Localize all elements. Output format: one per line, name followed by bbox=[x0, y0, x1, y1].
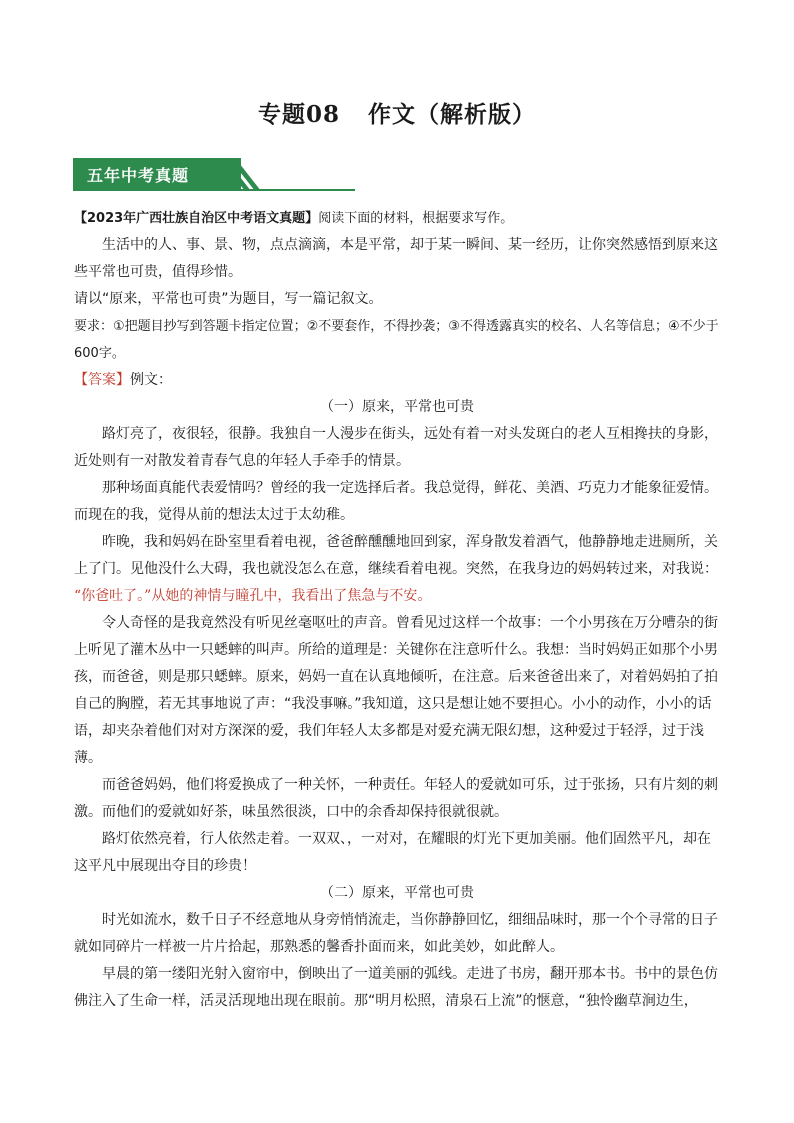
essay1-quote: “你爸吐了。”从她的神情与瞳孔中，我看出了焦急与不安。 bbox=[74, 588, 432, 604]
essay2-paragraph: 时光如流水，数千日子不经意地从身旁悄悄流走，当你静静回忆，细细品味时，那一个个寻常的日子就如同碎片一样被一片片拾起，那熟悉的馨香扑面而来，如此美妙，如此醉人。 bbox=[74, 912, 718, 955]
banner-label: 五年中考真题 bbox=[87, 166, 190, 185]
essay1-paragraph: 那种场面真能代表爱情吗？曾经的我一定选择后者。我总觉得，鲜花、美酒、巧克力才能象征爱情。而现在的我，觉得从前的想法太过于太幼稚。 bbox=[74, 480, 718, 523]
section-banner bbox=[73, 158, 355, 192]
title-part2: 作文（解析版） bbox=[368, 101, 536, 128]
question-prompt: 请以“原来，平常也可贵”为题目，写一篇记叙文。 bbox=[74, 291, 383, 307]
question-requirements: 要求：①把题目抄写到答题卡指定位置；②不要套作，不得抄袭；③不得透露真实的校名、人名等信息；④不少于600字。 bbox=[74, 319, 719, 361]
essay1-paragraph: 路灯依然亮着，行人依然走着。一双双、，一对对，在耀眼的灯光下更加美丽。他们固然平凡，却在这平凡中展现出夺目的珍贵！ bbox=[74, 831, 711, 874]
essay1-heading: （一）原来，平常也可贵 bbox=[320, 399, 474, 415]
question-instruction: 阅读下面的材料，根据要求写作。 bbox=[318, 211, 514, 226]
essay1-paragraph: 而爸爸妈妈，他们将爱换成了一种关怀，一种责任。年轻人的爱就如可乐，过于张扬，只有片刻的刺激。而他们的爱就如好茶，味虽然很淡，口中的余香却保持很就很就。 bbox=[74, 777, 718, 820]
page-title bbox=[0, 96, 794, 129]
question-source: 【2023年广西壮族自治区中考语文真题】 bbox=[74, 211, 319, 226]
question-source-line bbox=[74, 205, 720, 232]
essay2-heading: （二）原来，平常也可贵 bbox=[320, 885, 474, 901]
essay1-paragraph: 路灯亮了，夜很轻，很静。我独自一人漫步在街头，远处有着一对头发斑白的老人互相搀扶的身影，近处则有一对散发着青春气息的年轻人手牵手的情景。 bbox=[74, 426, 718, 469]
essay1-paragraph: 令人奇怪的是我竟然没有听见丝毫呕吐的声音。曾看见过这样一个故事：一个小男孩在万分嘈杂的街上听见了灌木丛中一只蟋蟀的叫声。所给的道理是：关键你在注意听什么。我想：当时妈妈正如那个小男孩，而爸爸，则是那只蟋蟀。原来，妈妈一直在认真地倾听，在注意。后来爸爸出来了，对着妈妈拍了拍自己的胸膛，若无其事地说了声：“我没事嘛。”我知道，这只是想让她不要担心。小小的动作，小小的话语，却夹杂着他们对对方深深的爱，我们年轻人太多都是对爱充满无限幻想，这种爱过于轻浮，过于浅薄。 bbox=[74, 615, 718, 766]
answer-label: 例文： bbox=[130, 372, 172, 388]
answer-line bbox=[74, 367, 720, 394]
question-block bbox=[74, 205, 720, 1015]
essay2-paragraph: 早晨的第一缕阳光射入窗帘中，倒映出了一道美丽的弧线。走进了书房，翻开那本书。书中的景色仿佛注入了生命一样，活灵活现地出现在眼前。那“明月松照，清泉石上流”的惬意，“独怜幽草涧边生， bbox=[74, 966, 718, 1009]
banner-underline bbox=[73, 189, 355, 191]
title-part1: 专题08 bbox=[257, 101, 340, 128]
question-material: 生活中的人、事、景、物，点点滴滴，本是平常，却于某一瞬间、某一经历，让你突然感悟到原来这些平常也可贵，值得珍惜。 bbox=[74, 237, 718, 280]
answer-tag: 【答案】 bbox=[74, 372, 130, 388]
essay1-paragraph: 昨晚，我和妈妈在卧室里看着电视，爸爸醉醺醺地回到家，浑身散发着酒气，他静静地走进厕所，关上了门。见他没什么大碍，我也就没怎么在意，继续看着电视。突然，在我身边的妈妈转过来，对我说： bbox=[74, 534, 718, 577]
